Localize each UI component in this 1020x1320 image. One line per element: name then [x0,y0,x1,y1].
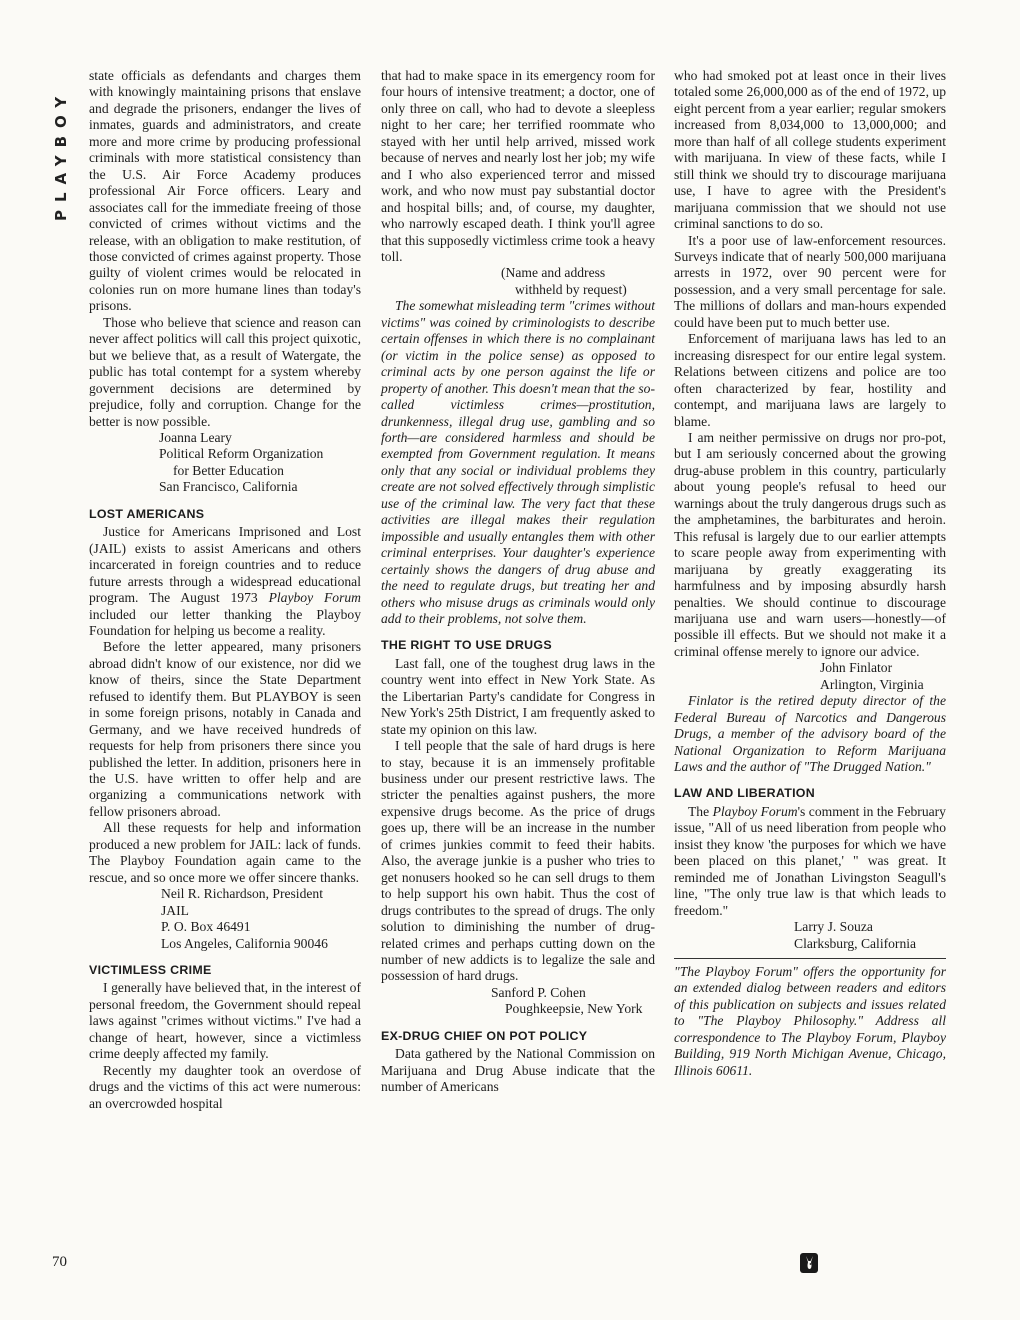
section-heading: VICTIMLESS CRIME [89,963,212,978]
column-1 [89,68,361,1112]
paragraph: It's a poor use of law-enforcement resources. Surveys indicate that of nearly 500,000 marijuana arrests in 1972, over 90 percent were for possession, and a very small percentage for sale. The millions of dollars and man-hours expended could have been put to much better use. [674,232,946,330]
paragraph: Data gathered by the National Commission on Marijuana and Drug Abuse indicate that the number of Americans [381,1046,655,1095]
signature [89,886,361,952]
paragraph: I am neither permissive on drugs nor pro-pot, but I am seriously concerned about the growing drug-abuse problem in this country, particularly about young people's refusal to heed our warnings about the truly dangerous drugs such as the amphetamines, the barbiturates and heroin. This refusal is largely due to our earlier attempts to scare people away from experimenting with marijuana by greatly exaggerating its harmfulness and by imposing absurdly harsh penalties. We should continue to discourage marijuana use and warn users—honestly—of possible ill effects. But we should not make it a criminal offense merely to ignore our advice. [674,429,946,659]
paragraph: Those who believe that science and reason can never affect politics will call this project quixotic, but we believe that, as a result of Watergate, the public has total contempt for a system whereby government decisions are determined by prejudice, folly and corruption. Change for the better is now possible. [89,314,361,429]
signature-line: Los Angeles, California 90046 [161,935,328,951]
paragraph: Last fall, one of the toughest drug laws in the country went into effect in New York State. As the Libertarian Party's candidate for Congress in New York's 25th District, I am frequently asked to state my opinion on this law. [381,655,655,737]
signature-line: Larry J. Souza [794,919,873,935]
signature-line: (Name and address [501,265,606,281]
section-heading: LOST AMERICANS [89,506,205,521]
paragraph: that had to make space in its emergency room for four hours of intensive treatment; a doctor, one of only three on call, who had to devote a sleepless night to her care; her terrified roommate who stayed with her until help arrived, missed work because of nerves and nearly lost her job; my wife and I who also experienced terror and missed work, and who now must pay substantial doctor and hospital bills; and, of course, my daughter, who narrowly escaped death. I think you'll agree that this supposedly victimless crime took a heavy toll. [381,68,655,264]
paragraph: Justice for Americans Imprisoned and Lost (JAIL) exists to assist Americans and others incarcerated in foreign countries and to reduce future arrests through a widespread educational program. The August 1973 Playboy Forum included our letter thanking the Playboy Foundation for helping us become a reality. [89,524,361,638]
signature-line: JAIL [161,902,189,918]
signature-line: Clarksburg, California [794,935,917,951]
forum-note-text: "The Playboy Forum" offers the opportunity for an extended dialog between readers and editors of this publication on subjects and issues related to "The Playboy Philosophy." Address all correspondence to The Playboy Forum, Playboy Building, 919 North Michigan Avenue, Chicago, Illinois 60611. [674,964,946,1078]
author-bio: Finlator is the retired deputy director of the Federal Bureau of Narcotics and Dangerous Drugs, a member of the advisory board of the National Organization to Reform Marijuana Laws and the author of "The Drugged Nation." [674,693,946,775]
signature-line: John Finlator [820,660,893,676]
signature-line: Poughkeepsie, New York [505,1001,643,1017]
paragraph: The Playboy Forum's comment in the February issue, "All of us need liberation from people who insist they know 'the purposes for which we have been placed on this planet,' " was great. It reminded me of Jonathan Livingston Seagull's line, "The only true law is that which leads to freedom." [674,803,946,918]
section-heading: EX-DRUG CHIEF ON POT POLICY [381,1028,588,1043]
signature [674,919,946,952]
magazine-spine-title: PLAYBOY [52,88,70,222]
editor-reply: The somewhat misleading term "crimes without victims" was coined by criminologists to describe certain offenses in which there is no complainant (or victim in the police sense) as opposed to criminal acts by one person against the life or property of another. This doesn't mean that the so-called victimless crimes—prostitution, drunkenness, illegal drug use, gambling and so forth—are considered harmless and should be exempted from Government regulation. It means only that any social or individual problems they create are not solved effectively through simplistic use of the criminal law. The very fact that these activities are illegal makes their regulation impossible and usually entangles them with other criminal enterprises. Your daughter's experience certainly shows the dangers of drug abuse and the need to regulate drugs, but treating her and others who misuse drugs as criminals would only add to their problems, not solve them. [381,298,655,626]
forum-note [674,964,946,1079]
paragraph: Before the letter appeared, many prisoners abroad didn't know of our existence, nor did we know of theirs, since the State Department refused to identify them. But PLAYBOY is seen in some foreign prisons, notably in Canada and Germany, and we have received hundreds of requests for help from prisoners there since you published the letter. In addition, prisoners here in the U.S. have written to offer help and are organizing a communications network with fellow prisoners abroad. [89,639,361,819]
paragraph: who had smoked pot at least once in their lives totaled some 26,000,000 as of the end of 1972, up eight percent from a year earlier; regular smokers increased from 8,034,000 to 13,000,000; and more than half of all college students experiment with marijuana. In view of these facts, while I still think we should try to discourage marijuana use, I have to agree with the President's marijuana commission that we should not use criminal sanctions to do so. [674,68,946,232]
signature [381,265,655,298]
signature-line: for Better Education [173,462,284,478]
signature-line: P. O. Box 46491 [161,919,251,935]
paragraph: I tell people that the sale of hard drugs is here to stay, because it is an immensely profitable business under our present restrictive laws. The stricter the penalties against pushers, the more expensive drugs become. As the price of drugs goes up, there will be an increase in the number of crimes junkies commit to feed their habits. Also, the average junkie is a pusher who tries to get nonusers hooked so he can sell drugs to them to help support his own habit. Thus the cost of drugs contributes to the spread of drugs. The only solution to diminishing the number of drug-related crimes and perhaps cutting down on the number of new addicts is to legalize the sale and possession of hard drugs. [381,738,655,984]
paragraph: Recently my daughter took an overdose of drugs and the victims of this act were numerous: an overcrowded hospital [89,1062,361,1111]
column-2 [381,68,655,1096]
paragraph: Enforcement of marijuana laws has led to an increasing disrespect for our entire legal system. Relations between citizens and police are too often characterized by fear, hostility and contempt, and marijuana laws are largely to blame. [674,331,946,429]
signature-line: Political Reform Organization [159,446,324,462]
paragraph: state officials as defendants and charges them with knowingly maintaining prisons that enslave and degrade the prisoners, endanger the lives of inmates, guards and administrators, and create more and more crime by producing professional criminals with more statistical consistency than the U.S. Air Force Academy produces professional Air Force officers. Leary and associates call for the immediate freeing of those convicted of crimes without victims and the release, with an obligation to make restitution, of those convicted of crimes against property. Those guilty of violent crimes would be relocated in colonies run on more humane lines than today's prisons. [89,68,361,314]
signature-line: Neil R. Richardson, President [161,886,323,902]
signature-line: San Francisco, California [159,479,298,495]
signature [674,660,946,693]
signature-line: withheld by request) [515,281,627,297]
paragraph: All these requests for help and information produced a new problem for JAIL: lack of funds. The Playboy Foundation again came to the rescue, and so once more we offer sincere thanks. [89,820,361,885]
signature-line: Sanford P. Cohen [491,984,586,1000]
paragraph: I generally have believed that, in the interest of personal freedom, the Government should repeal laws against "crimes without victims." I've had a change of heart, however, since a victimless crime deeply affected my family. [89,980,361,1062]
section-heading: LAW AND LIBERATION [674,786,815,801]
signature-line: Arlington, Virginia [820,676,924,692]
signature-line: Joanna Leary [159,429,232,445]
column-3 [674,68,946,1079]
page-number: 70 [52,1254,67,1270]
signature [89,430,361,496]
divider [674,958,946,959]
section-heading: THE RIGHT TO USE DRUGS [381,638,552,653]
rabbit-head-icon [800,1253,818,1273]
signature [381,985,655,1018]
